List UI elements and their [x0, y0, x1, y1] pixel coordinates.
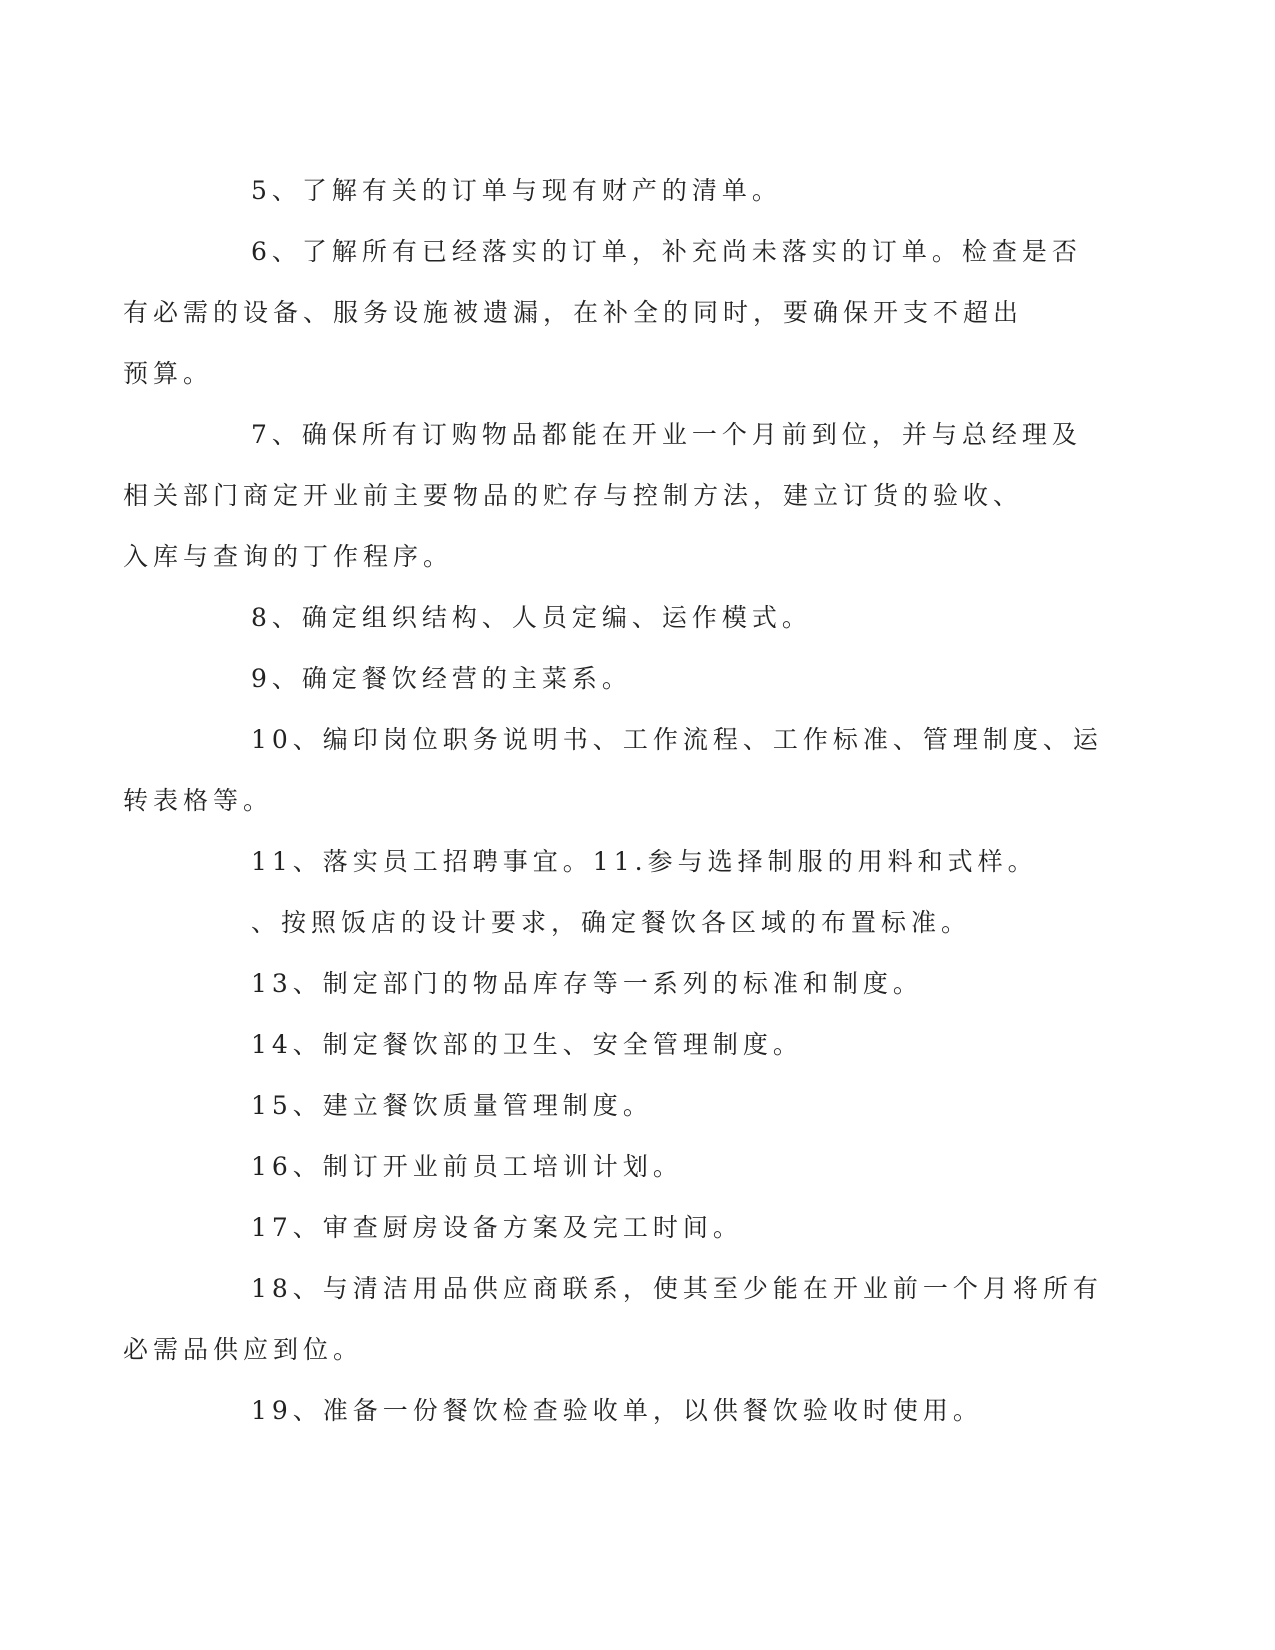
paragraph-item-10: 10、编印岗位职务说明书、工作流程、工作标准、管理制度、运 转表格等。	[123, 725, 1103, 815]
paragraph-item-14: 14、制定餐饮部的卫生、安全管理制度。	[251, 1030, 803, 1059]
paragraph-item-15: 15、建立餐饮质量管理制度。	[251, 1091, 653, 1120]
paragraph-item-11: 11、落实员工招聘事宜。11.参与选择制服的用料和式样。	[251, 847, 1038, 876]
paragraph-item-13: 13、制定部门的物品库存等一系列的标准和制度。	[251, 969, 923, 998]
paragraph-item-6: 6、了解所有已经落实的订单，补充尚未落实的订单。检查是否 有必需的设备、服务设施被遗漏，在补全的同时，要确保开支不超出 预算。	[123, 237, 1082, 388]
paragraph-item-5: 5、了解有关的订单与现有财产的清单。	[251, 176, 782, 205]
paragraph-item-19: 19、准备一份餐饮检查验收单，以供餐饮验收时使用。	[251, 1396, 983, 1425]
paragraph-item-17: 17、审查厨房设备方案及完工时间。	[251, 1213, 743, 1242]
paragraph-item-18: 18、与清洁用品供应商联系，使其至少能在开业前一个月将所有 必需品供应到位。	[123, 1274, 1103, 1364]
document-body	[123, 160, 1103, 1441]
paragraph-item-9: 9、确定餐饮经营的主菜系。	[251, 664, 632, 693]
paragraph-item-8: 8、确定组织结构、人员定编、运作模式。	[251, 603, 812, 632]
paragraph-item-16: 16、制订开业前员工培训计划。	[251, 1152, 683, 1181]
paragraph-item-12: 、按照饭店的设计要求，确定餐饮各区域的布置标准。	[251, 908, 972, 937]
paragraph-item-7: 7、确保所有订购物品都能在开业一个月前到位，并与总经理及 相关部门商定开业前主要物品的贮存与控制方法，建立订货的验收、 入库与查询的丁作程序。	[123, 420, 1082, 571]
